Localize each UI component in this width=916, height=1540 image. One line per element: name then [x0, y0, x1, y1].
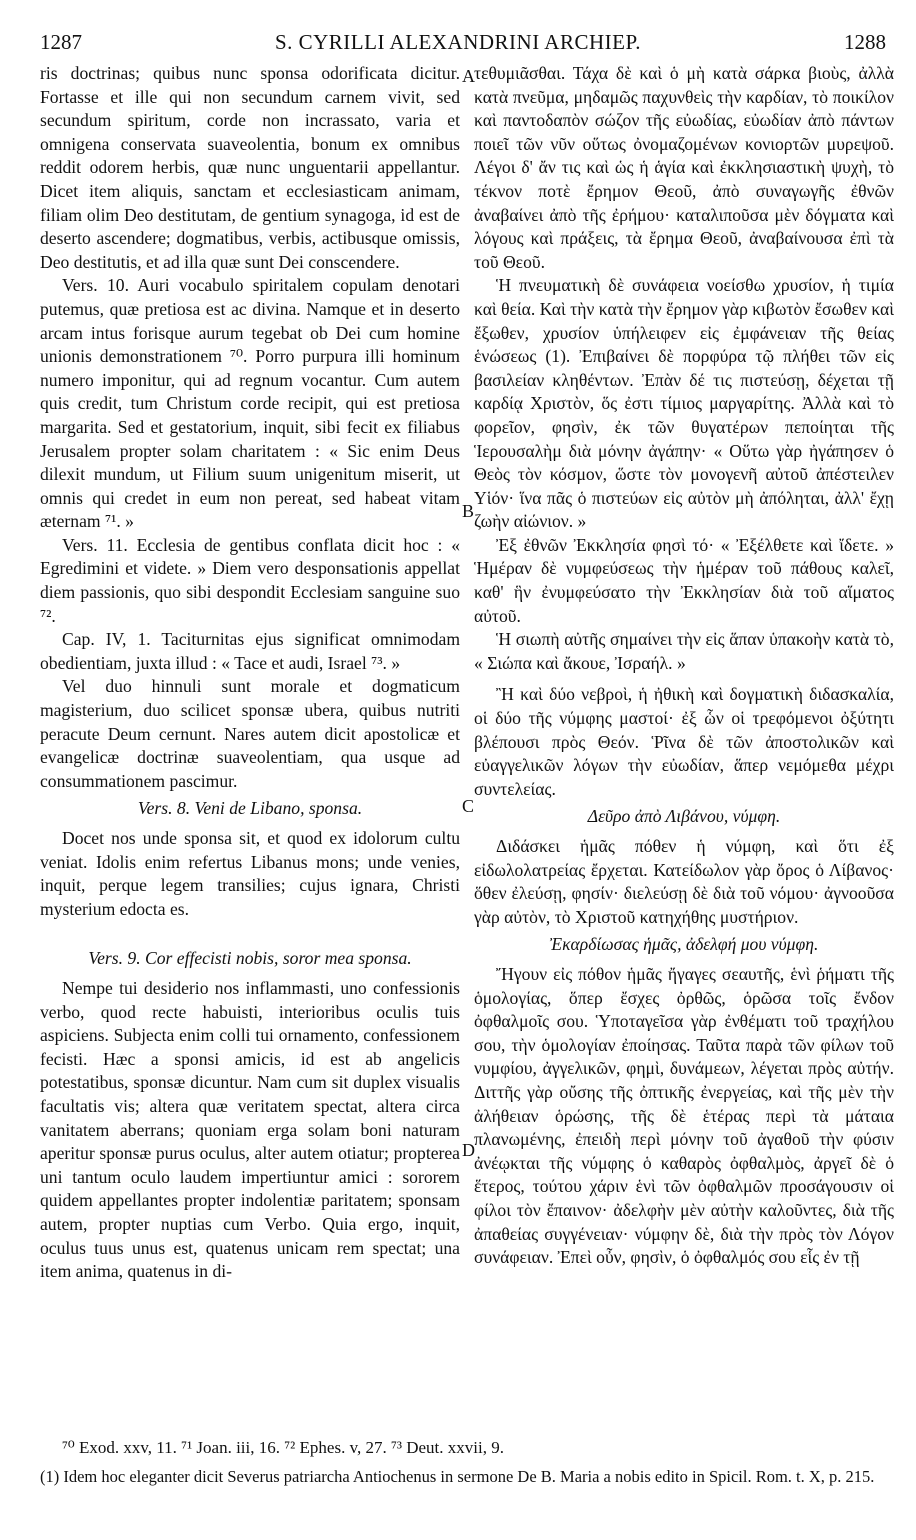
latin-verse-heading: Vers. 9. Cor effecisti nobis, soror mea sponsa.	[88, 948, 412, 969]
left-page-number: 1287	[40, 30, 82, 54]
margin-marker-d: D	[462, 1140, 475, 1160]
latin-paragraph: ris doctrinas; quibus nunc sponsa odorificata dicitur. Fortasse et ille qui non secundum carnem vivit, sed secundum spiritum, corde non incrassato, varia et omnigena conservata suaveolentia, bonum ex omnibus reddit odorem herbis, quæ nunc unguentarii appellantur. Dicet item aliquis, sanctam et ecclesiasticam animam, filiam olim Deo destitutam, de gentium synagoga, id est de deserto ascendere; dogmatibus, verbis, actibusque omissis, Deo destitutis, et ad illa quæ sunt Dei conscendere.	[40, 63, 460, 272]
footnote-1: (1) Idem hoc eleganter dicit Severus patriarcha Antiochenus in sermone De B. Maria a nobis edito in Spicil. Rom. t. X, p. 215.	[40, 1467, 875, 1486]
latin-paragraph: Vel duo hinnuli sunt morale et dogmaticum magisterium, duo scilicet sponsæ ubera, quibus nutriti peracute Deum cernunt. Nares autem dicit apostolicæ et evangelicæ doctrinæ suaveolentiam, qua usque ad consummationem pascimur.	[40, 676, 460, 791]
greek-paragraph: Ἡ πνευματικὴ δὲ συνάφεια νοείσθω χρυσίον, ἡ τιμία καὶ θεία. Καὶ τὴν κατὰ τὴν ἔρημον γὰρ κιβωτὸν ἔσωθεν καὶ ἔξωθεν, χρυσίον ὑπήλειφεν εἰς ἐμφάνειαν τῆς θείας ἑνώσεως (1). Ἐπιβαίνει δὲ πορφύρα τῷ πλήθει τῶν εἰς βασιλείαν κληθέντων. Ἐπὰν δέ τις πιστεύσῃ, δέχεται τῇ καρδίᾳ Χριστὸν, ὅς ἐστι τίμιος μαργαρίτης. Ἀλλὰ καὶ τὸ φορεῖον, φησὶν, ἐκ τῶν θυγατέρων πεποίηται τῆς Ἱερουσαλὴμ διὰ μόνην ἀγάπην· « Οὕτω γὰρ ἠγάπησεν ὁ Θεὸς τὸν κόσμον, ὥστε τὸν μονογενῆ αὐτοῦ ἀπέστειλεν Υἱόν· ἵνα πᾶς ὁ πιστεύων εἰς αὐτὸν μὴ ἀπόληται, ἀλλ' ἔχῃ ζωὴν αἰώνιον. »	[474, 275, 894, 532]
greek-paragraph: τεθυμιᾶσθαι. Τάχα δὲ καὶ ὁ μὴ κατὰ σάρκα βιοὺς, ἀλλὰ κατὰ πνεῦμα, μηδαμῶς παχυνθεὶς τὴν καρδίαν, τὸ ποικίλον καὶ παντοδαπὸν σώζον τῆς εὐωδίας, εὐωδίαν ἀπὸ πάντων ποιεῖ τῶν νῦν οὕτως ὀνομαζομένων κονιορτῶν μυρεψοῦ. Λέγοι δ' ἄν τις καὶ ὡς ἡ ἁγία καὶ ἐκκλησιαστικὴ ψυχὴ, τὸ τέκνον ποτὲ ἔρημον Θεοῦ, ἀπὸ συναγωγῆς ἐθνῶν ἀναβαίνει ἀπὸ τῆς ἐρήμου· καταλιποῦσα μὲν δόγματα καὶ λόγους καὶ πράξεις, τὰ ἔρημα Θεοῦ, ἀναβαίνουσα ἐπὶ τὰ τοῦ Θεοῦ.	[474, 63, 894, 272]
latin-paragraph: Vers. 10. Auri vocabulo spiritalem copulam denotari putemus, quæ pretiosa est ac divina. Namque et in deserto arcam intus forisque aurum tegebat ob Dei cum homine unionis demonstrationem ⁷⁰. Porro purpura illi hominum numero imponitur, qui ad regnum vocantur. Cum autem quis credit, tum Christum corde recipit, qui est pretiosa margarita. Sed et gestatorium, inquit, sibi fecit ex filiabus Jerusalem propter solam charitatem : « Sic enim Deus dilexit mundum, ut Filium suum unigenitum miserit, ut omnis qui credet in eum non pereat, sed habeat vitam æternam ⁷¹. »	[40, 275, 460, 532]
latin-paragraph: Cap. IV, 1. Taciturnitas ejus significat omnimodam obedientiam, juxta illud : « Tace et audi, Israel ⁷³. »	[40, 629, 460, 673]
greek-paragraph: Ἐξ ἐθνῶν Ἐκκλησία φησὶ τό· « Ἐξέλθετε καὶ ἴδετε. » Ἡμέραν δὲ νυμφεύσεως τὴν ἡμέραν τοῦ πάθους καλεῖ, καθ' ἣν ἐνυμφεύσατο τὴν Ἐκκλησίαν διὰ τοῦ αἵματος αὐτοῦ.	[474, 534, 894, 626]
latin-paragraph: Docet nos unde sponsa sit, et quod ex idolorum cultu veniat. Idolis enim refertus Libanus mons; unde venies, inquit, perque legem transilies; cujus ignara, Christi mysterium edocta es.	[40, 828, 460, 919]
margin-marker-b: B	[462, 501, 475, 521]
greek-paragraph: Ἡ σιωπὴ αὐτῆς σημαίνει τὴν εἰς ἅπαν ὑπακοὴν κατὰ τὸ, « Σιώπα καὶ ἄκουε, Ἰσραήλ. »	[474, 629, 894, 673]
latin-paragraph: Nempe tui desiderio nos inflammasti, uno confessionis verbo, quod recte habuisti, interioribus oculis tuis aspiciens. Subjecta enim colli tui ornamento, confessionem fecisti. Hæc a sponsi amicis, id est ab angelicis potestatibus, sponsæ dicuntur. Nam cum sit duplex visualis facultatis vis; altera quæ veritatem spectat, altera circa vanitatem aberrans; quoniam erga solam boni naturam aperitur sponsæ purus oculus, alter autem otiatur; propterea uni tantum oculo laudem impertiuntur amici : sororem quidem appellantes propter indolentiæ paritatem; sponsam autem, propter nuptias cum Verbo. Quia ergo, inquit, oculus tuus unus est, quatenus unicam rem spectat; una item anima, quatenus in di-	[40, 977, 460, 1282]
latin-paragraph: Vers. 11. Ecclesia de gentibus conflata dicit hoc : « Egredimini et videte. » Diem vero desponsationis appellat diem passionis, quo sibi despondit Ecclesiam sanguine suo ⁷².	[40, 534, 460, 626]
latin-verse-heading: Vers. 8. Veni de Libano, sponsa.	[137, 798, 363, 819]
greek-verse-heading: Δεῦρο ἀπὸ Λιβάνου, νύμφη.	[587, 806, 781, 827]
greek-paragraph: Ἤγουν εἰς πόθον ἡμᾶς ἤγαγες σεαυτῆς, ἑνὶ ῥήματι τῆς ὁμολογίας, ὅπερ ἔσχες ὀρθῶς, ὁρῶσα τοῖς ἔνδον ὀφθαλμοῖς σου. Ὑποταγεῖσα γὰρ ἐνθέματι τοῦ τραχήλου σου, τὴν ὁμολογίαν ἐποίησας. Ταῦτα παρὰ τῶν φίλων τοῦ νυμφίου, ἀγγελικῶν, φημὶ, δυνάμεων, λέγεται πρὸς αὐτήν. Διττῆς γὰρ οὔσης τῆς ὀπτικῆς ἐνεργείας, καὶ τῆς μὲν τὴν ἀλήθειαν ὁρώσης, τῆς δὲ ἑτέρας περὶ τὰ μάταια πλανωμένης, ἐπειδὴ περὶ μόνην τοῦ ἀγαθοῦ τὴν φύσιν ἀνέῳκται τῆς νύμφης ὁ καθαρὸς ὀφθαλμὸς, ἀργεῖ δὲ ὁ ἕτερος, τούτου χάριν ἑνὶ τῶν ὀφθαλμῶν προσάγουσιν οἱ φίλοι τὸν ἔπαινον· ἀδελφὴν μὲν αὐτὴν καλοῦντες, διὰ τῆς ἀπαθείας συγγένειαν· νύμφην δὲ, διὰ τὴν πρὸς τὸν Λόγον συνάφειαν. Ἐπεὶ οὖν, φησὶν, ὁ ὀφθαλμός σου εἷς ἐν τῇ	[474, 963, 894, 1268]
running-title: S. CYRILLI ALEXANDRINI ARCHIEP.	[274, 30, 642, 54]
page-header	[0, 30, 916, 60]
greek-column	[474, 62, 894, 1270]
margin-marker-c: C	[462, 796, 475, 816]
greek-verse-heading: Ἐκαρδίωσας ἡμᾶς, ἀδελφή μου νύμφη.	[549, 934, 819, 955]
greek-paragraph: Διδάσκει ἡμᾶς πόθεν ἡ νύμφη, καὶ ὅτι ἐξ εἰδωλολατρείας ἔρχεται. Κατείδωλον γὰρ ὄρος ὁ Λίβανος· ὅθεν ἐλεύσῃ, φησίν· διελεύσῃ δὲ διὰ τοῦ νόμου· ἀγνοοῦσα γὰρ αὐτὸν, τὸ Χριστοῦ κατηχήθης μυστήριον.	[474, 836, 894, 927]
footnotes-references: ⁷⁰ Exod. xxv, 11. ⁷¹ Joan. iii, 16. ⁷² Ephes. v, 27. ⁷³ Deut. xxvii, 9.	[62, 1438, 504, 1457]
greek-paragraph: Ἢ καὶ δύο νεβροὶ, ἡ ἠθικὴ καὶ δογματικὴ διδασκαλία, οἱ δύο τῆς νύμφης μαστοί· ἐξ ὧν οἱ τρεφόμενοι ὀξύτητι βλέπουσι πρὸς Θεόν. Ῥῖνα δὲ τῶν ἀποστολικῶν καὶ εὐαγγελικῶν λόγων τὴν εὐωδίαν, ἅπερ νεμόμεθα μέχρι συντελείας.	[474, 684, 894, 799]
right-page-number: 1288	[844, 30, 886, 54]
margin-marker-a: A	[462, 66, 475, 86]
latin-column	[40, 62, 460, 1284]
